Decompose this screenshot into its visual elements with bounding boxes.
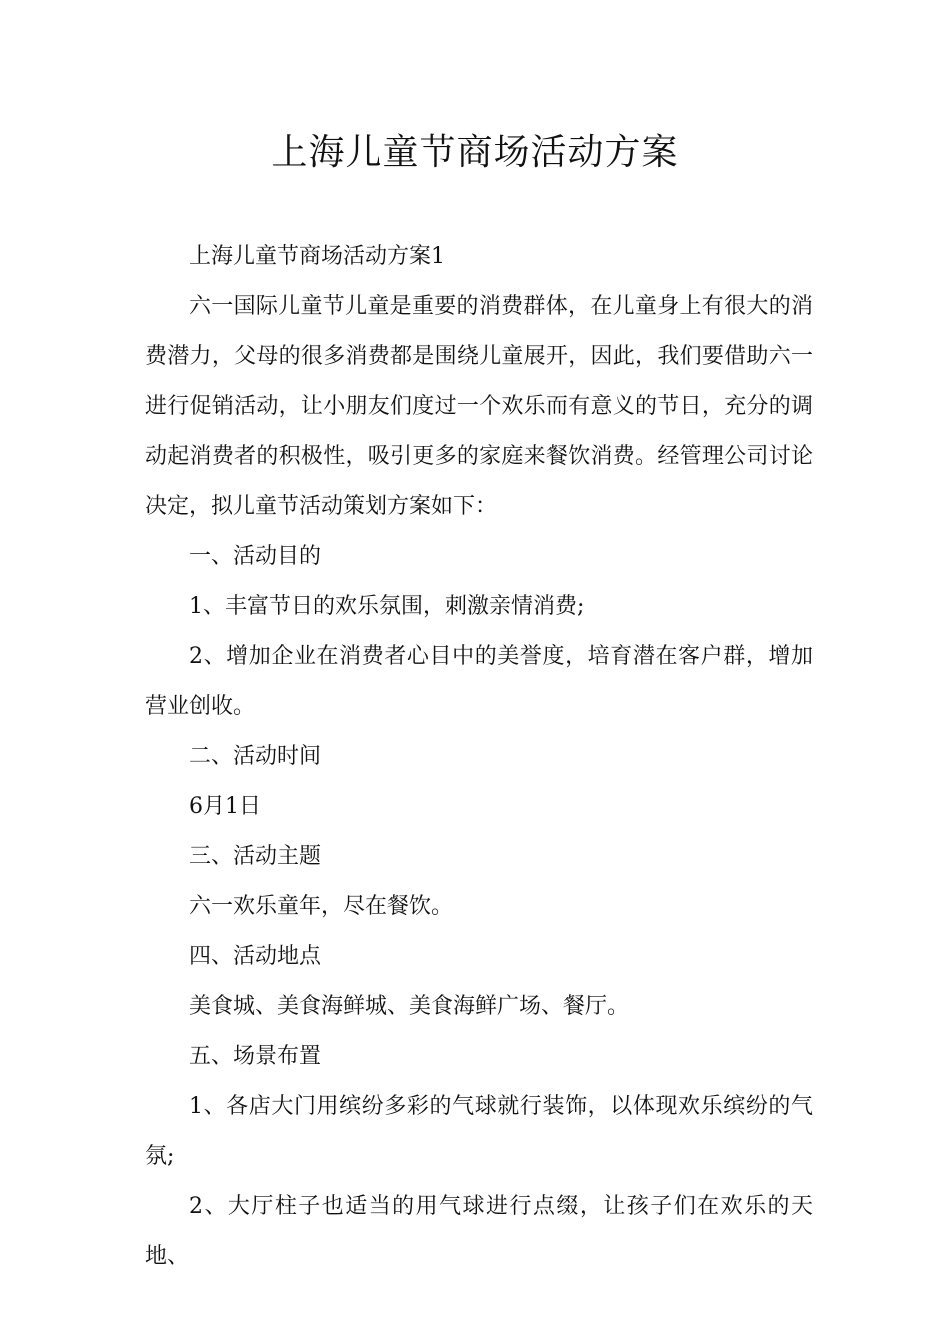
document-body [145, 232, 813, 1282]
document-title: 上海儿童节商场活动方案 [271, 132, 679, 173]
paragraph-section-title: 上海儿童节商场活动方案1 [189, 244, 445, 269]
heading-activity-location: 四、活动地点 [189, 944, 322, 969]
heading-activity-time: 二、活动时间 [189, 744, 322, 769]
paragraph-purpose-1: 1、丰富节日的欢乐氛围，刺激亲情消费; [189, 594, 585, 619]
heading-activity-theme: 三、活动主题 [189, 844, 322, 869]
paragraph-purpose-2: 2、增加企业在消费者心目中的美誉度，培育潜在客户群，增加营业创收。 [145, 644, 813, 719]
paragraph-scene-1: 1、各店大门用缤纷多彩的气球就行装饰，以体现欢乐缤纷的气氛; [145, 1094, 813, 1169]
heading-scene-layout: 五、场景布置 [189, 1044, 322, 1069]
paragraph-location: 美食城、美食海鲜城、美食海鲜广场、餐厅。 [189, 994, 630, 1019]
paragraph-scene-2: 2、大厅柱子也适当的用气球进行点缀，让孩子们在欢乐的天地、 [145, 1194, 813, 1269]
paragraph-intro: 六一国际儿童节儿童是重要的消费群体，在儿童身上有很大的消费潜力，父母的很多消费都是围绕儿童展开，因此，我们要借助六一进行促销活动，让小朋友们度过一个欢乐而有意义的节日，充分的调动起消费者的积极性，吸引更多的家庭来餐饮消费。经管理公司讨论决定，拟儿童节活动策划方案如下： [145, 294, 813, 519]
paragraph-time: 6月1日 [189, 794, 261, 819]
heading-activity-purpose: 一、活动目的 [189, 544, 322, 569]
paragraph-theme: 六一欢乐童年，尽在餐饮。 [189, 894, 454, 919]
